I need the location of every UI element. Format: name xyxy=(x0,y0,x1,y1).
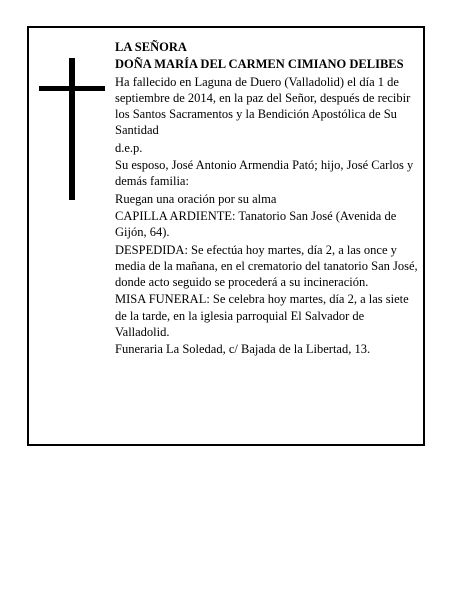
paragraph-dep: d.e.p. xyxy=(115,140,143,155)
paragraph-farewell: DESPEDIDA: Se efectúa hoy martes, día 2, a las once y media de la mañana, en el crematorio del tanatorio San José, donde acto seguido se procederá a su incineración. xyxy=(115,242,418,290)
cross-vertical-bar xyxy=(69,58,75,200)
notice-heading-name: DOÑA MARÍA DEL CARMEN CIMIANO DELIBES xyxy=(115,57,404,72)
paragraph-funeral-mass: MISA FUNERAL: Se celebra hoy martes, día 2, a las siete de la tarde, en la iglesia parroquial El Salvador de Valladolid. xyxy=(115,292,409,340)
paragraph-death-announcement: Ha fallecido en Laguna de Duero (Valladolid) el día 1 de septiembre de 2014, en la paz del Señor, después de recibir los Santos Sacramentos y la Bendición Apostólica de Su Santidad xyxy=(115,74,411,138)
notice-heading-title: LA SEÑORA xyxy=(115,40,187,54)
notice-text xyxy=(115,39,421,359)
cross-horizontal-bar xyxy=(39,86,105,91)
paragraph-funeral-home: Funeraria La Soledad, c/ Bajada de la Libertad, 13. xyxy=(115,342,371,357)
paragraph-chapel: CAPILLA ARDIENTE: Tanatorio San José (Avenida de Gijón, 64). xyxy=(115,208,397,240)
paragraph-family: Su esposo, José Antonio Armendia Pató; hijo, José Carlos y demás familia: xyxy=(115,158,414,189)
obituary-notice xyxy=(27,26,425,446)
paragraph-prayer: Ruegan una oración por su alma xyxy=(115,191,277,206)
